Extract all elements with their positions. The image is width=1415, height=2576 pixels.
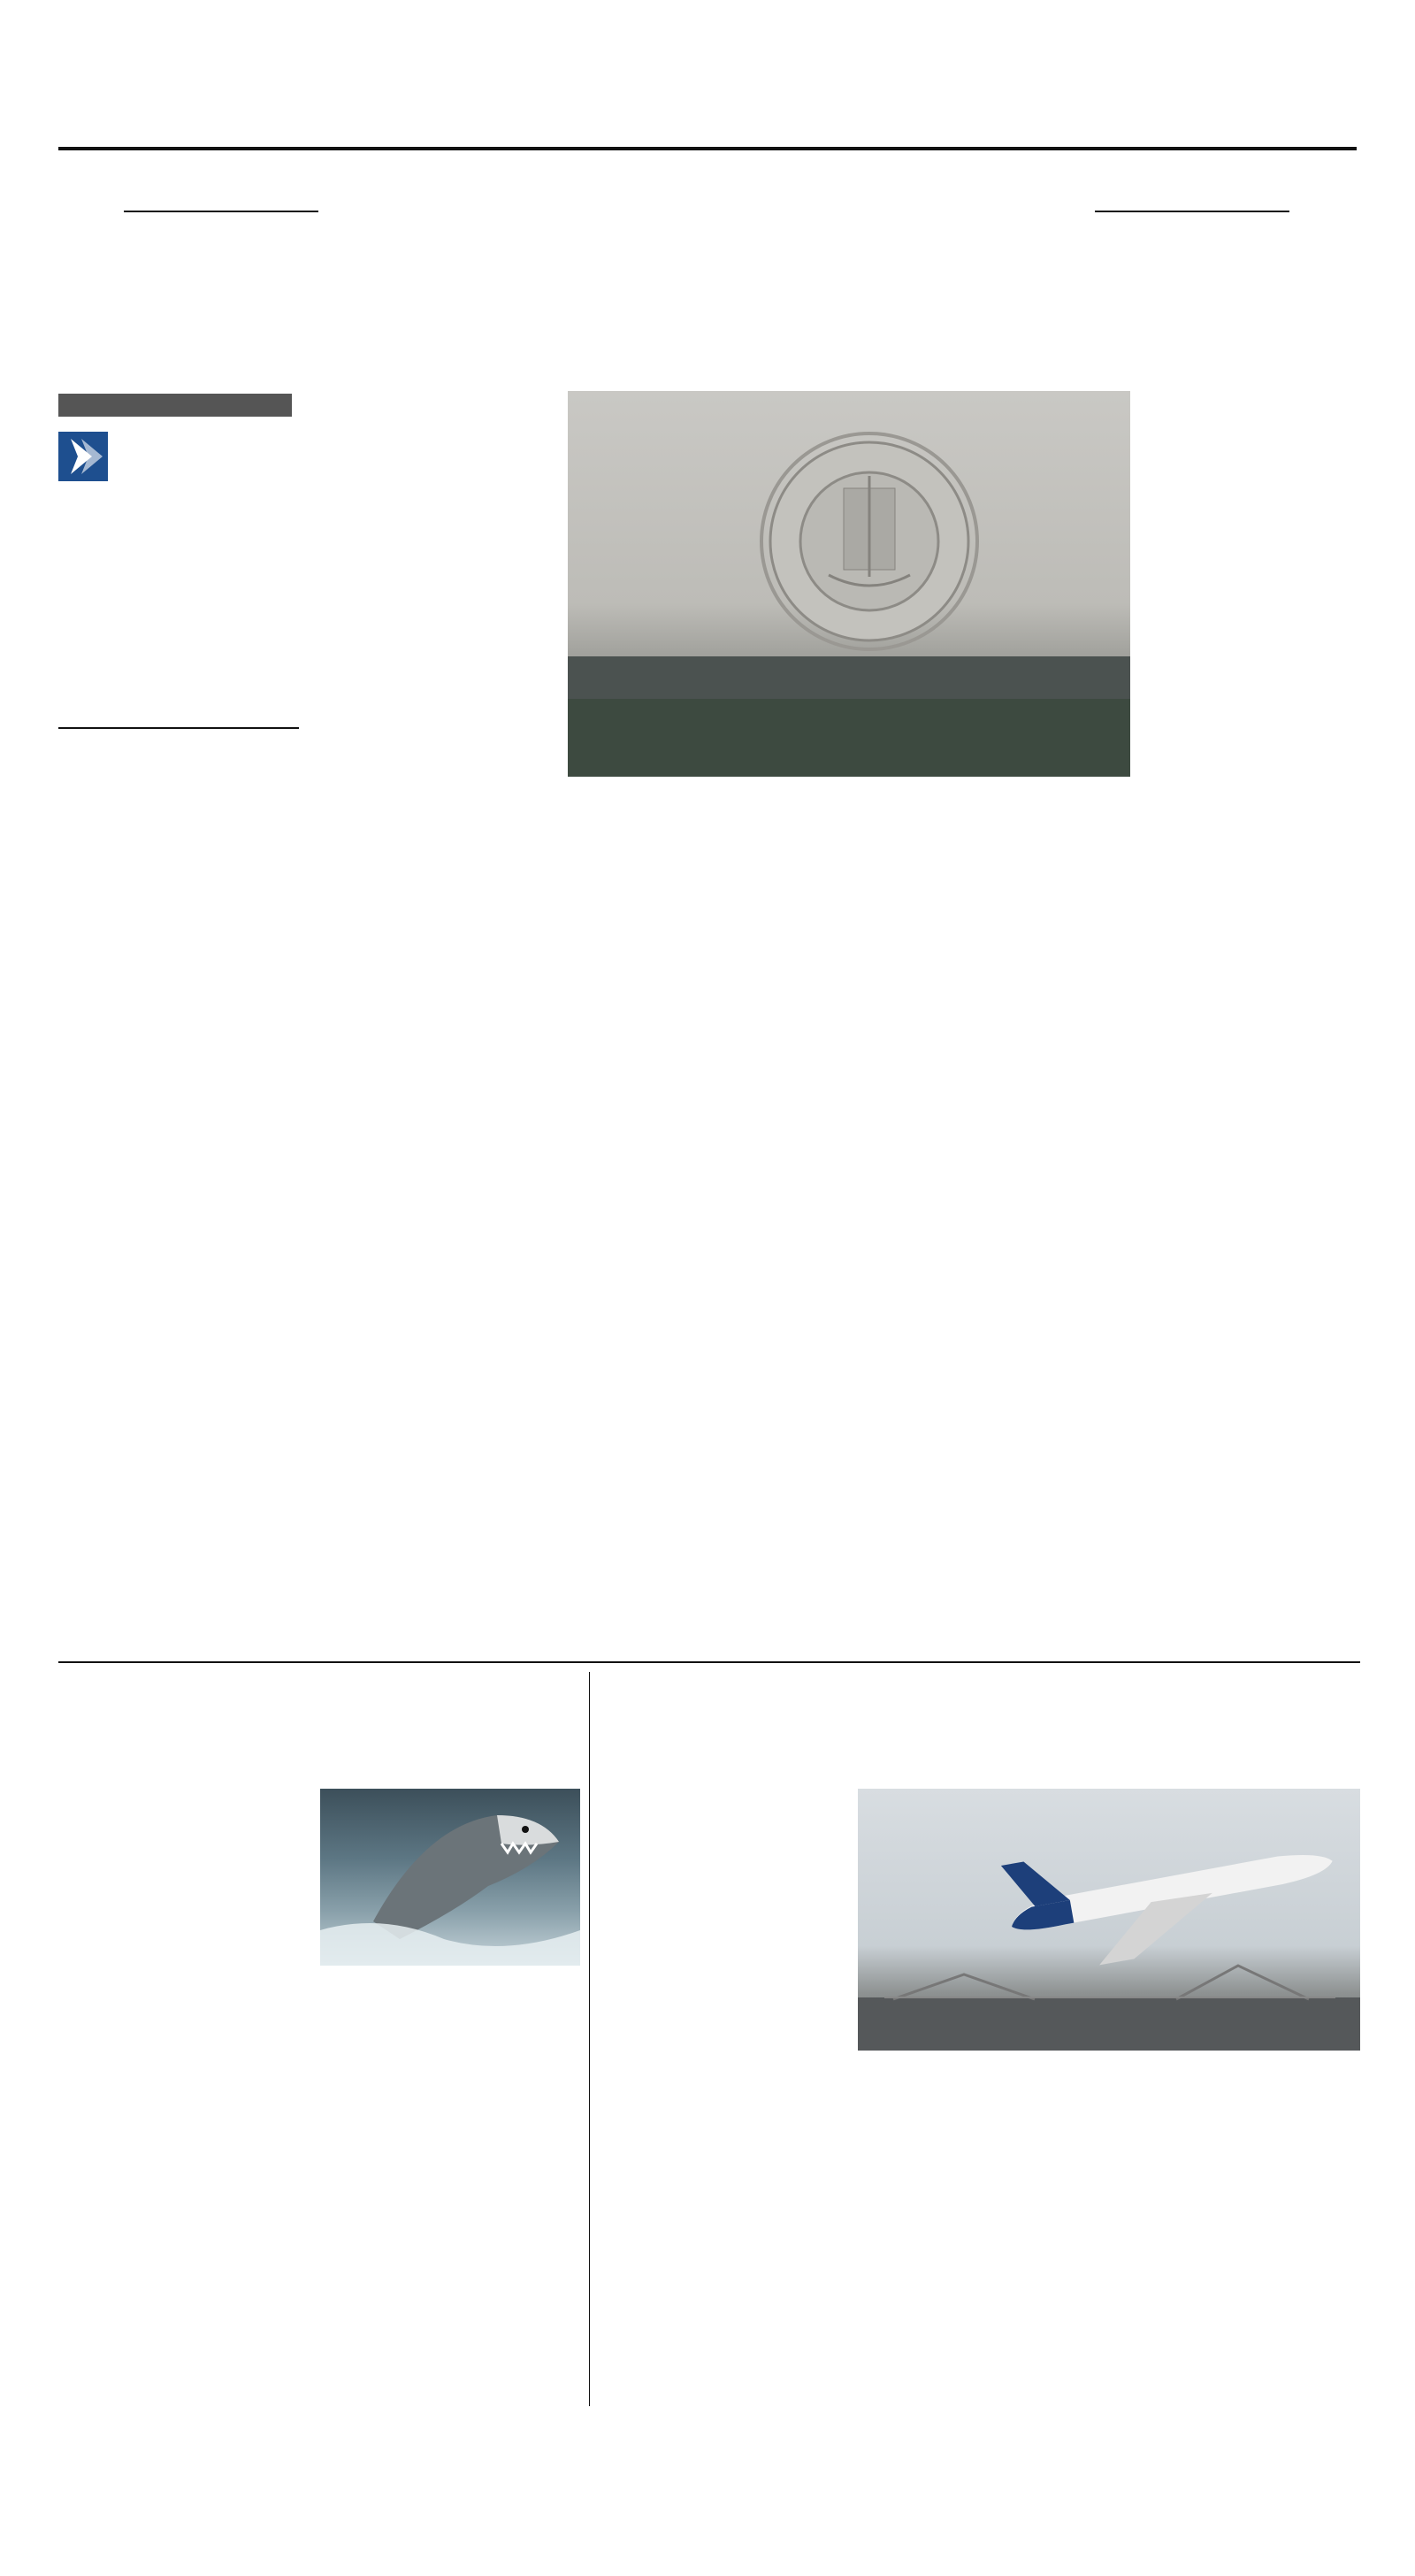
byline xyxy=(58,394,292,417)
seal-and-sign xyxy=(568,391,1130,777)
story-divider-vertical xyxy=(589,1672,590,2406)
united-col-3 xyxy=(1116,2185,1360,2406)
shark-photo xyxy=(320,1789,580,1966)
main-col-4 xyxy=(851,796,1107,1654)
united-plane-illustration xyxy=(858,1789,1360,2051)
main-col-2 xyxy=(313,391,554,1654)
shark-col-1 xyxy=(58,1819,308,2406)
section-divider xyxy=(58,1661,1360,1663)
united-col-1 xyxy=(601,1819,845,2406)
state-bar-photo xyxy=(568,391,1130,777)
united-photo xyxy=(858,1789,1360,2051)
main-col-1 xyxy=(58,734,299,1654)
shark-illustration xyxy=(320,1789,580,1966)
lead-box xyxy=(58,426,299,725)
main-col-3 xyxy=(568,796,837,1654)
united-col-2 xyxy=(858,2065,1102,2406)
shark-col-2 xyxy=(320,2001,580,2406)
masthead-rule xyxy=(58,147,1357,150)
headline-right-rule xyxy=(1095,211,1289,212)
headline-left-rule xyxy=(124,211,318,212)
main-col-5 xyxy=(1121,796,1360,1654)
lead-rule xyxy=(58,727,299,729)
lead-arrow-icon xyxy=(58,432,108,481)
